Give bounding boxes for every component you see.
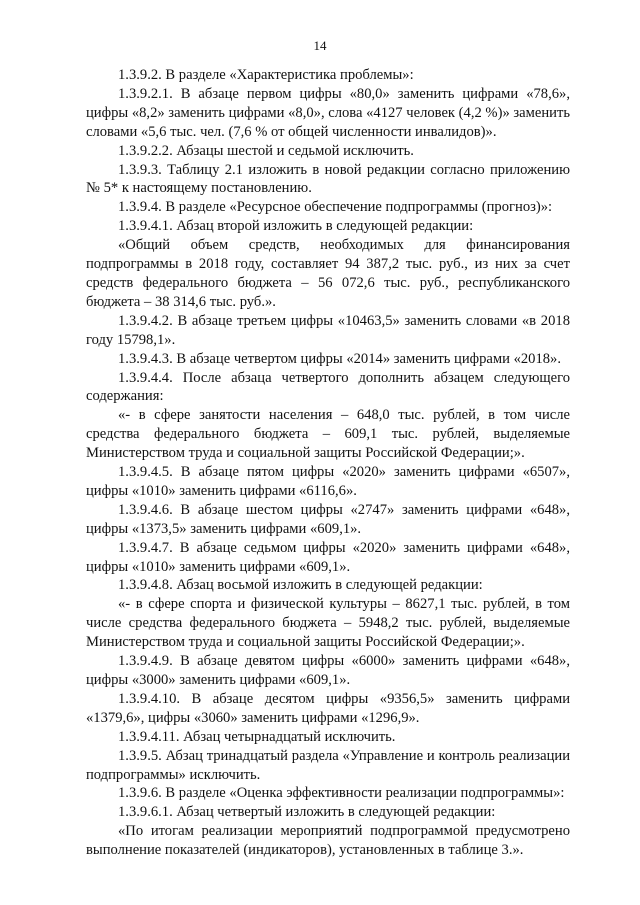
paragraph: 1.3.9.4.10. В абзаце десятом цифры «9356,5» заменить цифрами «1379,6», цифры «3060» заменить цифрами «1296,9». (86, 690, 570, 726)
paragraph: 1.3.9.2.1. В абзаце первом цифры «80,0» заменить цифрами «78,6», цифры «8,2» заменить цифрами «8,0», слова «4127 человек (4,2 %)» заменить словами «5,6 тыс. чел. (7,6 % от общей численности инвалидов)». (86, 85, 570, 140)
paragraph: «По итогам реализации мероприятий подпрограммой предусмотрено выполнение показателей (индикаторов), установленных в таблице 3.». (86, 823, 570, 859)
paragraph: «- в сфере спорта и физической культуры – 8627,1 тыс. рублей, в том числе средства федерального бюджета – 5948,2 тыс. рублей, выделяемые Министерством труда и социальной защиты Российской Федерации;». (86, 596, 570, 651)
paragraph: 1.3.9.3. Таблицу 2.1 изложить в новой редакции согласно приложению № 5* к настоящему постановлению. (86, 161, 570, 197)
paragraph: 1.3.9.6. В разделе «Оценка эффективности реализации подпрограммы»: (118, 785, 565, 802)
paragraph: 1.3.9.4.4. После абзаца четвертого дополнить абзацем следующего содержания: (86, 369, 570, 405)
paragraph: 1.3.9.4.3. В абзаце четвертом цифры «2014» заменить цифрами «2018». (118, 350, 561, 367)
paragraph: 1.3.9.4.7. В абзаце седьмом цифры «2020» заменить цифрами «648», цифры «1010» заменить цифрами «609,1». (86, 539, 570, 575)
paragraph: 1.3.9.4.8. Абзац восьмой изложить в следующей редакции: (118, 577, 483, 594)
paragraph: 1.3.9.6.1. Абзац четвертый изложить в следующей редакции: (118, 804, 496, 821)
paragraph: 1.3.9.2. В разделе «Характеристика проблемы»: (118, 67, 414, 83)
paragraph: 1.3.9.2.2. Абзацы шестой и седьмой исключить. (118, 142, 414, 159)
paragraph: 1.3.9.4. В разделе «Ресурсное обеспечение подпрограммы (прогноз)»: (118, 199, 553, 216)
paragraph: «- в сфере занятости населения – 648,0 тыс. рублей, в том числе средства федерального бюджета – 609,1 тыс. рублей, выделяемые Министерством труда и социальной защиты Российской Федерации;». (86, 407, 570, 462)
paragraph: «Общий объем средств, необходимых для финансирования подпрограммы в 2018 году, составляет 94 387,2 тыс. руб., из них за счет средств федерального бюджета – 56 072,6 тыс. руб., республиканского бюджета – 38 314,6 тыс. руб.». (86, 237, 570, 310)
paragraph: 1.3.9.4.2. В абзаце третьем цифры «10463,5» заменить словами «в 2018 году 15798,1». (86, 312, 570, 348)
page-number: 14 (313, 38, 327, 53)
paragraph: 1.3.9.4.11. Абзац четырнадцатый исключить. (118, 728, 396, 745)
paragraph: 1.3.9.5. Абзац тринадцатый раздела «Управление и контроль реализации подпрограммы» исключить. (86, 747, 570, 783)
document-body (86, 66, 570, 860)
paragraph: 1.3.9.4.5. В абзаце пятом цифры «2020» заменить цифрами «6507», цифры «1010» заменить цифрами «6116,6». (86, 464, 570, 499)
paragraph: 1.3.9.4.9. В абзаце девятом цифры «6000» заменить цифрами «648», цифры «3000» заменить цифрами «609,1». (86, 653, 570, 688)
paragraph: 1.3.9.4.6. В абзаце шестом цифры «2747» заменить цифрами «648», цифры «1373,5» заменить цифрами «609,1». (86, 501, 570, 537)
paragraph: 1.3.9.4.1. Абзац второй изложить в следующей редакции: (118, 218, 474, 235)
